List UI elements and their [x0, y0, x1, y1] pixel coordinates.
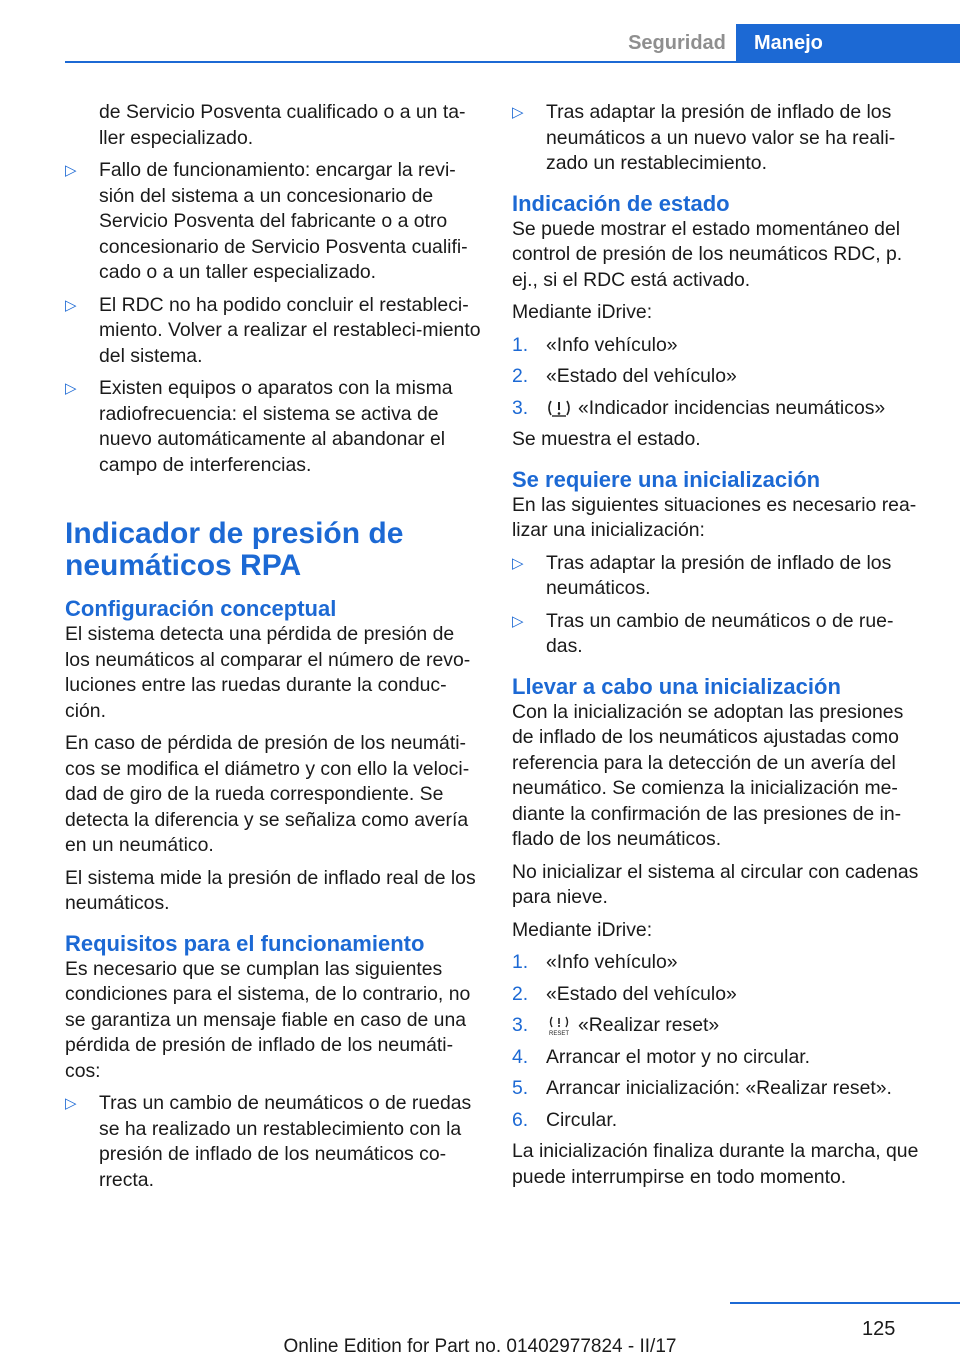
tab-seguridad[interactable]: Seguridad: [618, 24, 736, 62]
section-heading-rpa: Indicador de presión de neumáticos RPA: [65, 517, 404, 582]
tire-reset-icon: [546, 1016, 572, 1036]
paragraph: No inicializar el sistema al circular con cadenas para nieve.: [512, 860, 919, 908]
bullet-triangle-icon: ▷: [65, 296, 77, 314]
paragraph: La inicialización finaliza durante la marcha, que puede interrumpirse en todo momento.: [512, 1140, 919, 1188]
step-item: 3. RESET «Realizar reset»: [512, 1014, 720, 1036]
list-item: ▷ Tras adaptar la presión de inflado de los neumáticos a un nuevo valor se ha reali-zado un restablecimiento.: [512, 100, 926, 177]
paragraph: En las siguientes situaciones es necesario rea-lizar una inicialización:: [512, 493, 917, 541]
step-item: 1. «Info vehículo»: [512, 951, 678, 973]
tire-warning-icon: [546, 398, 572, 418]
right-column: [512, 100, 926, 1197]
subheading-llevar-a-cabo: Llevar a cabo una inicialización: [512, 673, 841, 699]
paragraph: El sistema mide la presión de inflado real de los neumáticos.: [65, 866, 476, 914]
step-item: 1. «Info vehículo»: [512, 333, 678, 356]
list-item: ▷ Tras adaptar la presión de inflado de los neumáticos.: [512, 551, 926, 602]
paragraph: En caso de pérdida de presión de los neumáti-cos se modifica el diámetro y con ello la veloci-dad de giro de la rueda correspondiente. Se detecta la diferencia y se señaliza como avería en un neumático.: [65, 732, 470, 856]
subheading-requiere-inicializacion: Se requiere una inicialización: [512, 466, 821, 492]
paragraph: Mediante iDrive:: [512, 918, 653, 941]
list-item: ▷ Tras un cambio de neumáticos o de rue-das.: [512, 609, 926, 660]
paragraph: Mediante iDrive:: [512, 301, 653, 323]
paragraph: Con la inicialización se adoptan las presiones de inflado de los neumáticos ajustadas como referencia para la detección de un avería del neumático. Se comienza la inicialización me-diante la confirmación de las presiones de in-flado de los neumáticos.: [512, 700, 904, 850]
footer-rule: [730, 1302, 960, 1304]
bullet-triangle-icon: ▷: [65, 380, 77, 397]
step-item: 6. Circular.: [512, 1108, 618, 1131]
subheading-requisitos: Requisitos para el funcionamiento: [65, 930, 425, 956]
tab-manejo[interactable]: Manejo: [736, 24, 960, 62]
step-item: 2. «Estado del vehículo»: [512, 982, 737, 1005]
footer-edition: Online Edition for Part no. 01402977824 - II/17: [283, 1336, 677, 1357]
step-item: 5. Arrancar inicialización: «Realizar reset».: [512, 1077, 892, 1099]
step-item: 4. Arrancar el motor y no circular.: [512, 1045, 811, 1068]
bullet-triangle-icon: ▷: [512, 104, 524, 121]
bullet-triangle-icon: ▷: [65, 1095, 77, 1112]
bullet-triangle-icon: ▷: [512, 612, 524, 630]
list-item: ▷ Existen equipos o aparatos con la misma radiofrecuencia: el sistema se activa de nuevo automáticamente al abandonar el campo de interferencias.: [65, 376, 481, 478]
header-tabs: [618, 24, 960, 62]
subheading-indicacion-estado: Indicación de estado: [512, 190, 730, 216]
list-item: ▷ El RDC no ha podido concluir el restableci-miento. Volver a realizar el restableci-miento del sistema.: [65, 293, 481, 370]
paragraph: El sistema detecta una pérdida de presión de los neumáticos al comparar el número de revo-luciones entre las ruedas durante la conduc-ción.: [65, 623, 471, 722]
step-item: 3. «Indicador incidencias neumáticos»: [512, 396, 886, 419]
paragraph: Es necesario que se cumplan las siguientes condiciones para el sistema, de lo contrario, no se garantiza un mensaje fiable en caso de una pérdida de presión de inflado de los neumáti-cos:: [65, 957, 471, 1082]
paragraph-continuation: de Servicio Posventa cualificado o a un ta-ller especializado.: [99, 101, 466, 149]
paragraph: Se muestra el estado.: [512, 428, 701, 450]
left-column: [65, 100, 481, 1200]
reset-icon-label: RESET: [548, 1030, 570, 1036]
bullet-triangle-icon: ▷: [512, 554, 524, 572]
paragraph: Se puede mostrar el estado momentáneo del control de presión de los neumáticos RDC, p. ej., si el RDC está activado.: [512, 217, 903, 291]
list-item: ▷ Tras un cambio de neumáticos o de ruedas se ha realizado un restablecimiento con la presión de inflado de los neumáticos co-rrecta.: [65, 1091, 481, 1193]
page-number: 125: [862, 1318, 896, 1340]
header-rule: [65, 61, 960, 63]
subheading-configuracion: Configuración conceptual: [65, 596, 337, 621]
step-item: 2. «Estado del vehículo»: [512, 365, 737, 387]
list-item: ▷ Fallo de funcionamiento: encargar la revi-sión del sistema a un concesionario de Servicio Posventa del fabricante o a otro concesionario de Servicio Posventa cualifi-cado o a un taller especializado.: [65, 158, 481, 286]
bullet-triangle-icon: ▷: [65, 162, 77, 179]
